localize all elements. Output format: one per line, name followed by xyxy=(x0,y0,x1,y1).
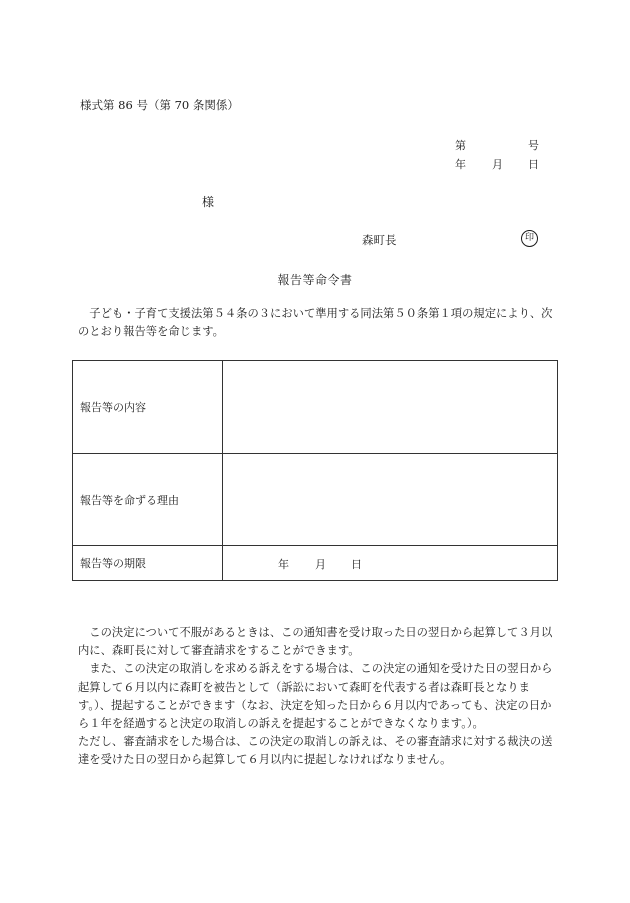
deadline-day: 日 xyxy=(351,558,362,571)
seal-mark: 印 xyxy=(521,230,538,247)
notice-paragraph-2: また、この決定の取消しを求める訴えをする場合は、この決定の通知を受けた日の翌日から起算して６月以内に森町を被告として（訴訟において森町を代表する者は森町長となります。）、提起することができます（なお、決定を知った日から６月以内であっても、決定の日から１年を経過すると決定の取消しの訴えを提起することができなくなります。）。 xyxy=(78,662,553,731)
issue-date-day: 日 xyxy=(528,158,539,171)
issue-date-month: 月 xyxy=(492,158,503,171)
row-value-reason xyxy=(223,454,558,546)
appeal-notice xyxy=(78,624,556,770)
notice-paragraph-3: ただし、審査請求をした場合は、この決定の取消しの訴えは、その審査請求に対する裁決の送達を受けた日の翌日から起算して６月以内に提起しなければなりません。 xyxy=(78,735,553,767)
document-title: 報告等命令書 xyxy=(277,273,353,287)
issuer-name: 森町長 xyxy=(362,233,397,247)
table-row xyxy=(73,361,558,454)
deadline-month: 月 xyxy=(315,558,326,571)
form-number: 様式第 86 号（第 70 条関係） xyxy=(80,98,239,112)
table-row xyxy=(73,454,558,546)
deadline-year: 年 xyxy=(278,558,289,571)
issue-date-year: 年 xyxy=(455,158,466,171)
row-value-content xyxy=(223,361,558,454)
document-number-prefix: 第 xyxy=(455,139,466,152)
row-value-deadline xyxy=(223,546,558,581)
intro-paragraph: 子ども・子育て支援法第５４条の３において準用する同法第５０条第１項の規定により、次のとおり報告等を命じます。 xyxy=(78,307,553,338)
notice-paragraph-1: この決定について不服があるときは、この通知書を受け取った日の翌日から起算して３月以内に、森町長に対して審査請求をすることができます。 xyxy=(78,626,553,658)
addressee-suffix: 様 xyxy=(202,195,215,209)
document-number-suffix: 号 xyxy=(528,139,539,152)
row-label-reason: 報告等を命ずる理由 xyxy=(73,454,223,546)
row-label-deadline: 報告等の期限 xyxy=(73,546,223,581)
row-label-content: 報告等の内容 xyxy=(73,361,223,454)
report-order-table xyxy=(72,360,558,581)
table-row xyxy=(73,546,558,581)
